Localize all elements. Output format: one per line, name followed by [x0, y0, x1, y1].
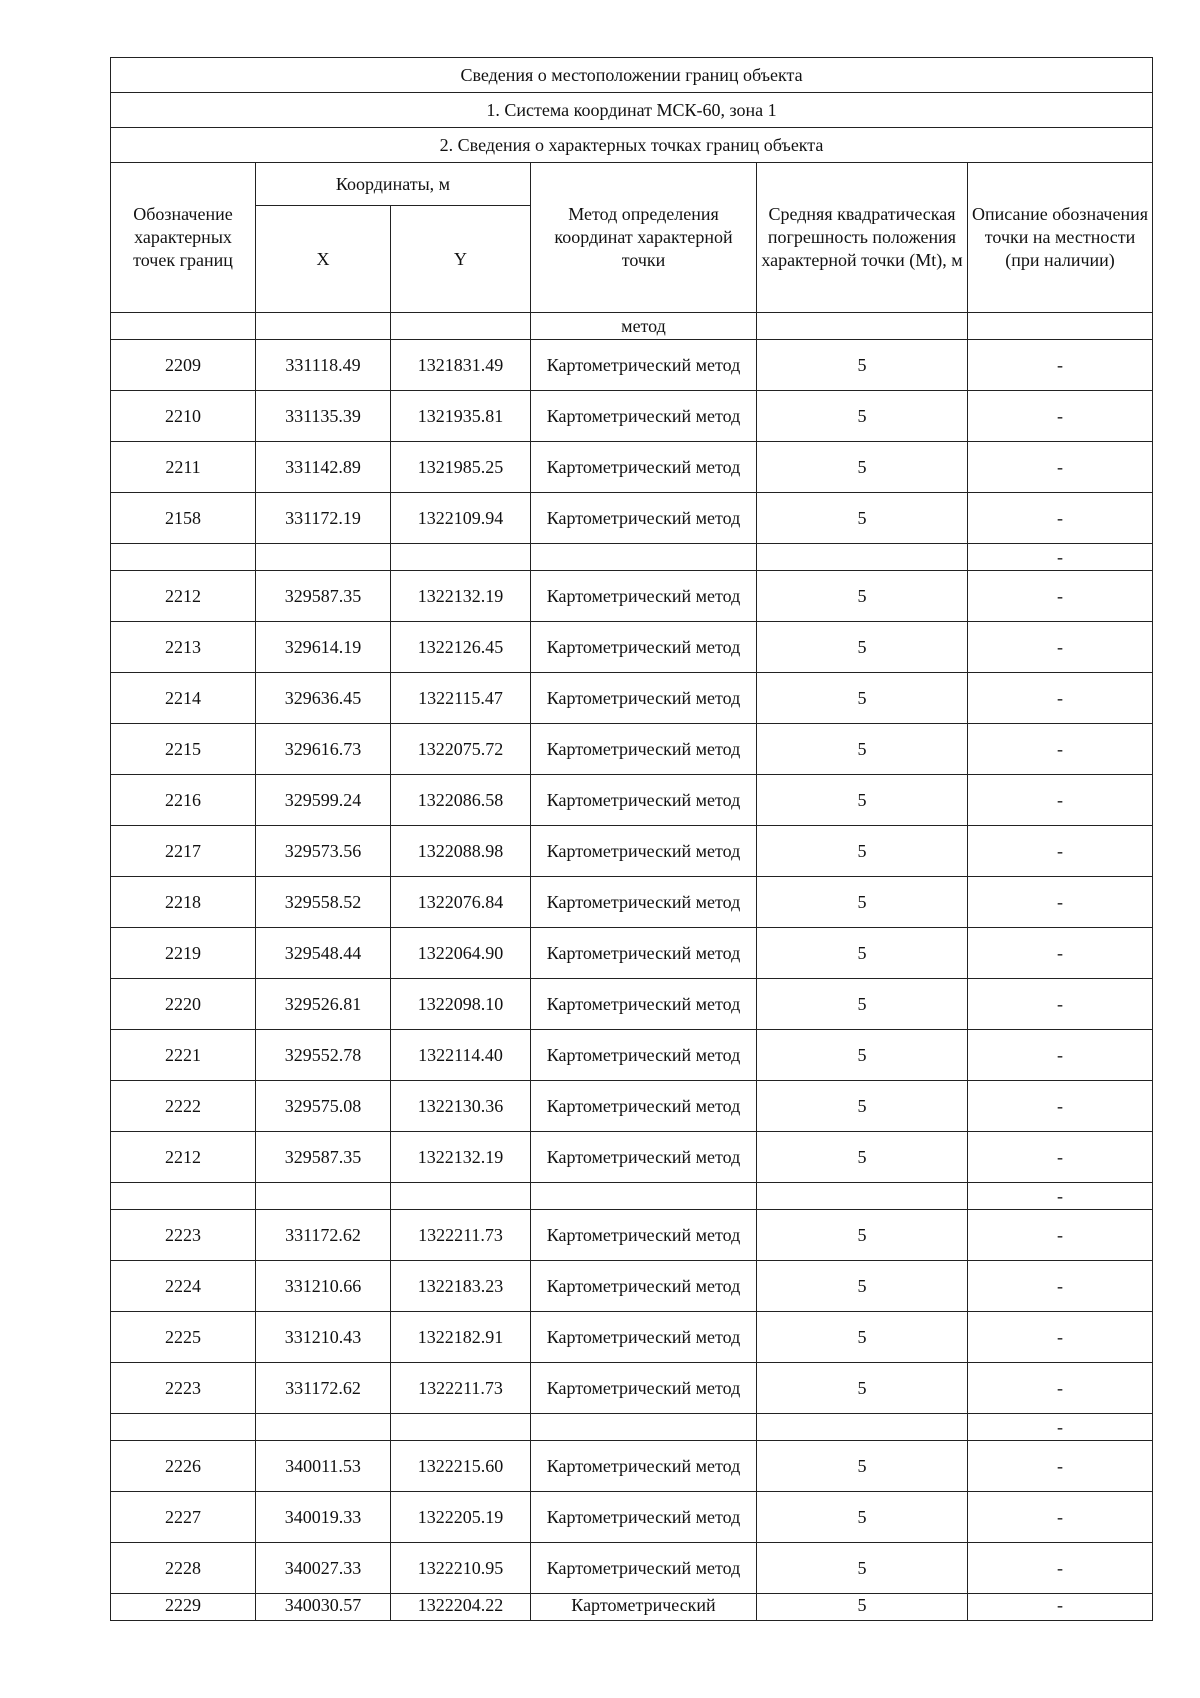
cell-point-id: 2213 [111, 622, 256, 673]
cell-y: 1322126.45 [391, 622, 531, 673]
table-row [111, 775, 1153, 826]
cell-point-id: 2229 [111, 1594, 256, 1621]
cell-y: 1322210.95 [391, 1543, 531, 1594]
table-row [111, 571, 1153, 622]
cell-mt: 5 [757, 571, 968, 622]
table-row [111, 442, 1153, 493]
cell-mt: 5 [757, 673, 968, 724]
cell-point-id: 2158 [111, 493, 256, 544]
cell-desc: - [968, 1363, 1153, 1414]
separator-row [111, 1414, 1153, 1441]
cell-method: Картометрический метод [531, 1312, 757, 1363]
cell-desc: - [968, 442, 1153, 493]
cell-mt: 5 [757, 928, 968, 979]
cell-desc: - [968, 391, 1153, 442]
cell-mt: 5 [757, 1594, 968, 1621]
table-row [111, 391, 1153, 442]
cell-y: 1322215.60 [391, 1441, 531, 1492]
cell-x: 329587.35 [256, 1132, 391, 1183]
cell-method: Картометрический метод [531, 1492, 757, 1543]
cell-y: 1321985.25 [391, 442, 531, 493]
cell-y: 1321935.81 [391, 391, 531, 442]
header-method: Метод определения координат характерной точки [531, 163, 757, 313]
cell-mt: 5 [757, 1441, 968, 1492]
cell-desc: - [968, 1414, 1153, 1441]
cell-desc: - [968, 877, 1153, 928]
cell-mt: 5 [757, 1363, 968, 1414]
cell-x: 340011.53 [256, 1441, 391, 1492]
cell-x: 331142.89 [256, 442, 391, 493]
cell-point-id: 2217 [111, 826, 256, 877]
cell-desc: - [968, 1210, 1153, 1261]
cell-point-id: 2210 [111, 391, 256, 442]
cell-x: 331135.39 [256, 391, 391, 442]
cell-y: 1322086.58 [391, 775, 531, 826]
cell-method: Картометрический метод [531, 1210, 757, 1261]
table-row [111, 493, 1153, 544]
table-row [111, 1543, 1153, 1594]
cell-mt: 5 [757, 493, 968, 544]
cell-method: Картометрический метод [531, 928, 757, 979]
cell-method: Картометрический метод [531, 673, 757, 724]
table-row [111, 928, 1153, 979]
cell-point-id: 2209 [111, 340, 256, 391]
cell-y: 1322205.19 [391, 1492, 531, 1543]
continuation-row [111, 313, 1153, 340]
cell-point-id: 2227 [111, 1492, 256, 1543]
cell-x: 329636.45 [256, 673, 391, 724]
cell-method: Картометрический метод [531, 571, 757, 622]
cell-desc: - [968, 1030, 1153, 1081]
header-y: Y [391, 206, 531, 313]
cell-point-id: 2212 [111, 1132, 256, 1183]
cell-method: Картометрический метод [531, 1543, 757, 1594]
cell-point-id: 2222 [111, 1081, 256, 1132]
cell-x: 329552.78 [256, 1030, 391, 1081]
cell-x: 329599.24 [256, 775, 391, 826]
table-row [111, 622, 1153, 673]
coordinates-document [110, 57, 1152, 1621]
cell-x: 331172.19 [256, 493, 391, 544]
cell-y: 1322132.19 [391, 1132, 531, 1183]
cell-method: Картометрический метод [531, 1441, 757, 1492]
cell-desc: - [968, 493, 1153, 544]
cell-method: Картометрический метод [531, 775, 757, 826]
cell-point-id: 2211 [111, 442, 256, 493]
cell-desc: - [968, 1543, 1153, 1594]
cell-y: 1322182.91 [391, 1312, 531, 1363]
cell-mt: 5 [757, 1261, 968, 1312]
cell-mt: 5 [757, 1210, 968, 1261]
cell-x: 329575.08 [256, 1081, 391, 1132]
cell-mt: 5 [757, 1543, 968, 1594]
cell-x: 340027.33 [256, 1543, 391, 1594]
cell-desc: - [968, 673, 1153, 724]
separator-row [111, 1183, 1153, 1210]
cell-mt: 5 [757, 826, 968, 877]
cell-mt: 5 [757, 1132, 968, 1183]
cell-y: 1322132.19 [391, 571, 531, 622]
table-row [111, 1132, 1153, 1183]
cell-mt: 5 [757, 340, 968, 391]
cell-mt: 5 [757, 391, 968, 442]
cell-mt: 5 [757, 724, 968, 775]
cell-method: Картометрический метод [531, 493, 757, 544]
coordinate-system: 1. Система координат МСК-60, зона 1 [111, 93, 1153, 128]
table-row [111, 979, 1153, 1030]
cell-mt: 5 [757, 1492, 968, 1543]
table-row [111, 1363, 1153, 1414]
cell-point-id: 2223 [111, 1363, 256, 1414]
cell-method: Картометрический метод [531, 1081, 757, 1132]
cell-y: 1322088.98 [391, 826, 531, 877]
cell-mt: 5 [757, 442, 968, 493]
cell-y: 1321831.49 [391, 340, 531, 391]
cell-method: Картометрический метод [531, 340, 757, 391]
cell-mt: 5 [757, 1081, 968, 1132]
cell-point-id: 2225 [111, 1312, 256, 1363]
cell-mt: 5 [757, 877, 968, 928]
cell-desc: - [968, 724, 1153, 775]
cell-desc: - [968, 571, 1153, 622]
header-coords: Координаты, м [256, 163, 531, 206]
cell-desc: - [968, 928, 1153, 979]
cell-y: 1322130.36 [391, 1081, 531, 1132]
cell-point-id: 2216 [111, 775, 256, 826]
cell-method: Картометрический метод [531, 622, 757, 673]
cell-method: Картометрический метод [531, 1363, 757, 1414]
cell-desc: - [968, 1261, 1153, 1312]
cell-x: 329587.35 [256, 571, 391, 622]
table-row [111, 1594, 1153, 1621]
cell-desc: - [968, 544, 1153, 571]
table-row [111, 1261, 1153, 1312]
cell-y: 1322098.10 [391, 979, 531, 1030]
cell-x: 329573.56 [256, 826, 391, 877]
cell-point-id: 2224 [111, 1261, 256, 1312]
cell-y: 1322109.94 [391, 493, 531, 544]
cell-y: 1322064.90 [391, 928, 531, 979]
cell-method: Картометрический метод [531, 979, 757, 1030]
cell-x: 329548.44 [256, 928, 391, 979]
cell-desc: - [968, 1132, 1153, 1183]
cell-mt: 5 [757, 1030, 968, 1081]
table-row [111, 340, 1153, 391]
table-row [111, 1081, 1153, 1132]
cell-desc: - [968, 1183, 1153, 1210]
cell-y: 1322211.73 [391, 1363, 531, 1414]
cell-x: 331210.66 [256, 1261, 391, 1312]
cell-desc: - [968, 979, 1153, 1030]
table-row [111, 1441, 1153, 1492]
cell-x: 329558.52 [256, 877, 391, 928]
cell-mt: 5 [757, 1312, 968, 1363]
header-x: X [256, 206, 391, 313]
continuation-method: метод [531, 313, 757, 340]
cell-method: Картометрический метод [531, 826, 757, 877]
table-row [111, 724, 1153, 775]
cell-point-id: 2228 [111, 1543, 256, 1594]
table-row [111, 877, 1153, 928]
cell-desc: - [968, 622, 1153, 673]
cell-desc: - [968, 775, 1153, 826]
table-row [111, 1210, 1153, 1261]
cell-x: 340030.57 [256, 1594, 391, 1621]
cell-point-id: 2226 [111, 1441, 256, 1492]
header-point: Обозначение характерных точек границ [111, 163, 256, 313]
cell-y: 1322076.84 [391, 877, 531, 928]
header-desc: Описание обозначения точки на местности (при наличии) [968, 163, 1153, 313]
separator-row [111, 544, 1153, 571]
cell-desc: - [968, 1594, 1153, 1621]
cell-mt: 5 [757, 622, 968, 673]
cell-x: 331210.43 [256, 1312, 391, 1363]
cell-method: Картометрический [531, 1594, 757, 1621]
table-row [111, 673, 1153, 724]
cell-method: Картометрический метод [531, 1030, 757, 1081]
cell-y: 1322114.40 [391, 1030, 531, 1081]
cell-desc: - [968, 1441, 1153, 1492]
cell-mt: 5 [757, 775, 968, 826]
section-title: 2. Сведения о характерных точках границ объекта [111, 128, 1153, 163]
cell-x: 331172.62 [256, 1363, 391, 1414]
cell-method: Картометрический метод [531, 1261, 757, 1312]
cell-x: 340019.33 [256, 1492, 391, 1543]
cell-method: Картометрический метод [531, 724, 757, 775]
cell-mt: 5 [757, 979, 968, 1030]
cell-point-id: 2223 [111, 1210, 256, 1261]
cell-point-id: 2218 [111, 877, 256, 928]
table-row [111, 1030, 1153, 1081]
cell-point-id: 2215 [111, 724, 256, 775]
cell-x: 331172.62 [256, 1210, 391, 1261]
cell-x: 329614.19 [256, 622, 391, 673]
cell-y: 1322183.23 [391, 1261, 531, 1312]
boundary-points-table [110, 57, 1153, 1621]
table-row [111, 1492, 1153, 1543]
cell-method: Картометрический метод [531, 442, 757, 493]
cell-desc: - [968, 1492, 1153, 1543]
table-row [111, 1312, 1153, 1363]
cell-desc: - [968, 1081, 1153, 1132]
cell-point-id: 2221 [111, 1030, 256, 1081]
cell-desc: - [968, 340, 1153, 391]
document-title: Сведения о местоположении границ объекта [111, 58, 1153, 93]
cell-x: 329616.73 [256, 724, 391, 775]
cell-y: 1322115.47 [391, 673, 531, 724]
cell-y: 1322211.73 [391, 1210, 531, 1261]
header-error: Средняя квадратическая погрешность положения характерной точки (Mt), м [757, 163, 968, 313]
cell-point-id: 2214 [111, 673, 256, 724]
cell-point-id: 2220 [111, 979, 256, 1030]
cell-desc: - [968, 1312, 1153, 1363]
table-row [111, 826, 1153, 877]
cell-desc: - [968, 826, 1153, 877]
cell-x: 329526.81 [256, 979, 391, 1030]
cell-point-id: 2219 [111, 928, 256, 979]
cell-method: Картометрический метод [531, 877, 757, 928]
cell-y: 1322204.22 [391, 1594, 531, 1621]
cell-method: Картометрический метод [531, 1132, 757, 1183]
cell-point-id: 2212 [111, 571, 256, 622]
cell-x: 331118.49 [256, 340, 391, 391]
cell-y: 1322075.72 [391, 724, 531, 775]
cell-method: Картометрический метод [531, 391, 757, 442]
